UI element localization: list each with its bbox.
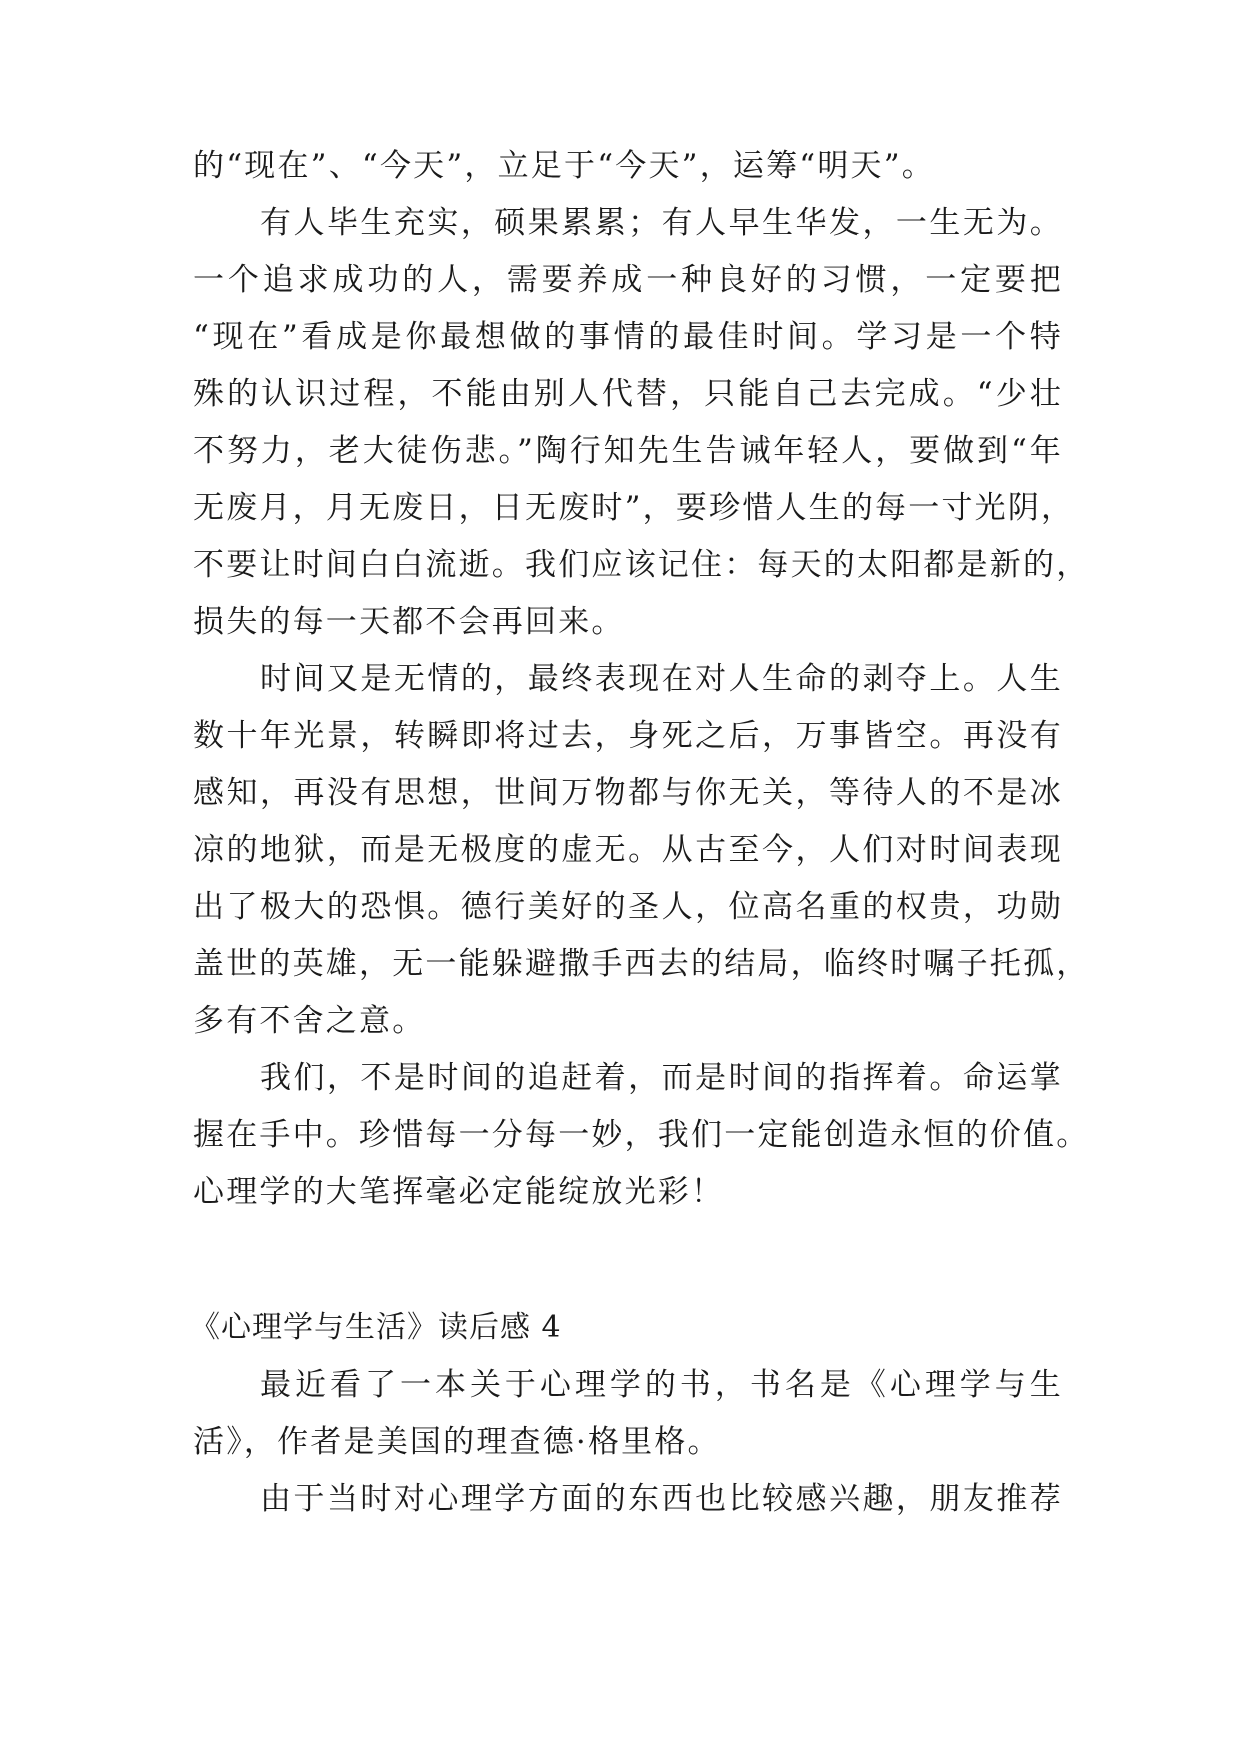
- text-line: 盖世的英雄，无一能躲避撒手西去的结局，临终时嘱子托孤，: [193, 946, 1090, 982]
- text-line: 多有不舍之意。: [193, 1003, 426, 1039]
- text-line: 不要让时间白白流逝。我们应该记住：每天的太阳都是新的，: [193, 547, 1090, 583]
- text-line: 损失的每一天都不会再回来。: [193, 604, 625, 640]
- text-line: 一个追求成功的人，需要养成一种良好的习惯，一定要把: [193, 262, 1063, 298]
- text-line: 数十年光景，转瞬即将过去，身死之后，万事皆空。再没有: [193, 718, 1063, 754]
- text-line: 心理学的大笔挥毫必定能绽放光彩！: [193, 1174, 725, 1210]
- text-line: 有人毕生充实，硕果累累；有人早生华发，一生无为。: [260, 205, 1063, 241]
- text-line: 出了极大的恐惧。德行美好的圣人，位高名重的权贵，功勋: [193, 889, 1063, 925]
- text-line: 我们，不是时间的追赶着，而是时间的指挥着。命运掌: [260, 1060, 1063, 1096]
- section-heading: 《心理学与生活》读后感 4: [190, 1310, 562, 1345]
- text-line: 握在手中。珍惜每一分每一妙，我们一定能创造永恒的价值。: [193, 1117, 1090, 1153]
- text-line: “现在”看成是你最想做的事情的最佳时间。学习是一个特: [193, 319, 1063, 355]
- text-line: 不努力，老大徒伤悲。”陶行知先生告诫年轻人，要做到“年: [193, 433, 1063, 469]
- text-line: 感知，再没有思想，世间万物都与你无关，等待人的不是冰: [193, 775, 1063, 811]
- text-line: 凉的地狱，而是无极度的虚无。从古至今，人们对时间表现: [193, 832, 1063, 868]
- text-line: 殊的认识过程，不能由别人代替，只能自己去完成。“少壮: [193, 376, 1063, 412]
- text-line: 由于当时对心理学方面的东西也比较感兴趣，朋友推荐: [260, 1481, 1063, 1517]
- text-line: 活》，作者是美国的理查德·格里格。: [193, 1424, 721, 1460]
- text-line: 无废月，月无废日，日无废时”，要珍惜人生的每一寸光阴，: [193, 490, 1075, 526]
- text-line: 最近看了一本关于心理学的书，书名是《心理学与生: [260, 1367, 1063, 1403]
- text-line: 时间又是无情的，最终表现在对人生命的剥夺上。人生: [260, 661, 1063, 697]
- text-line: 的“现在”、“今天”，立足于“今天”，运筹“明天”。: [193, 148, 935, 184]
